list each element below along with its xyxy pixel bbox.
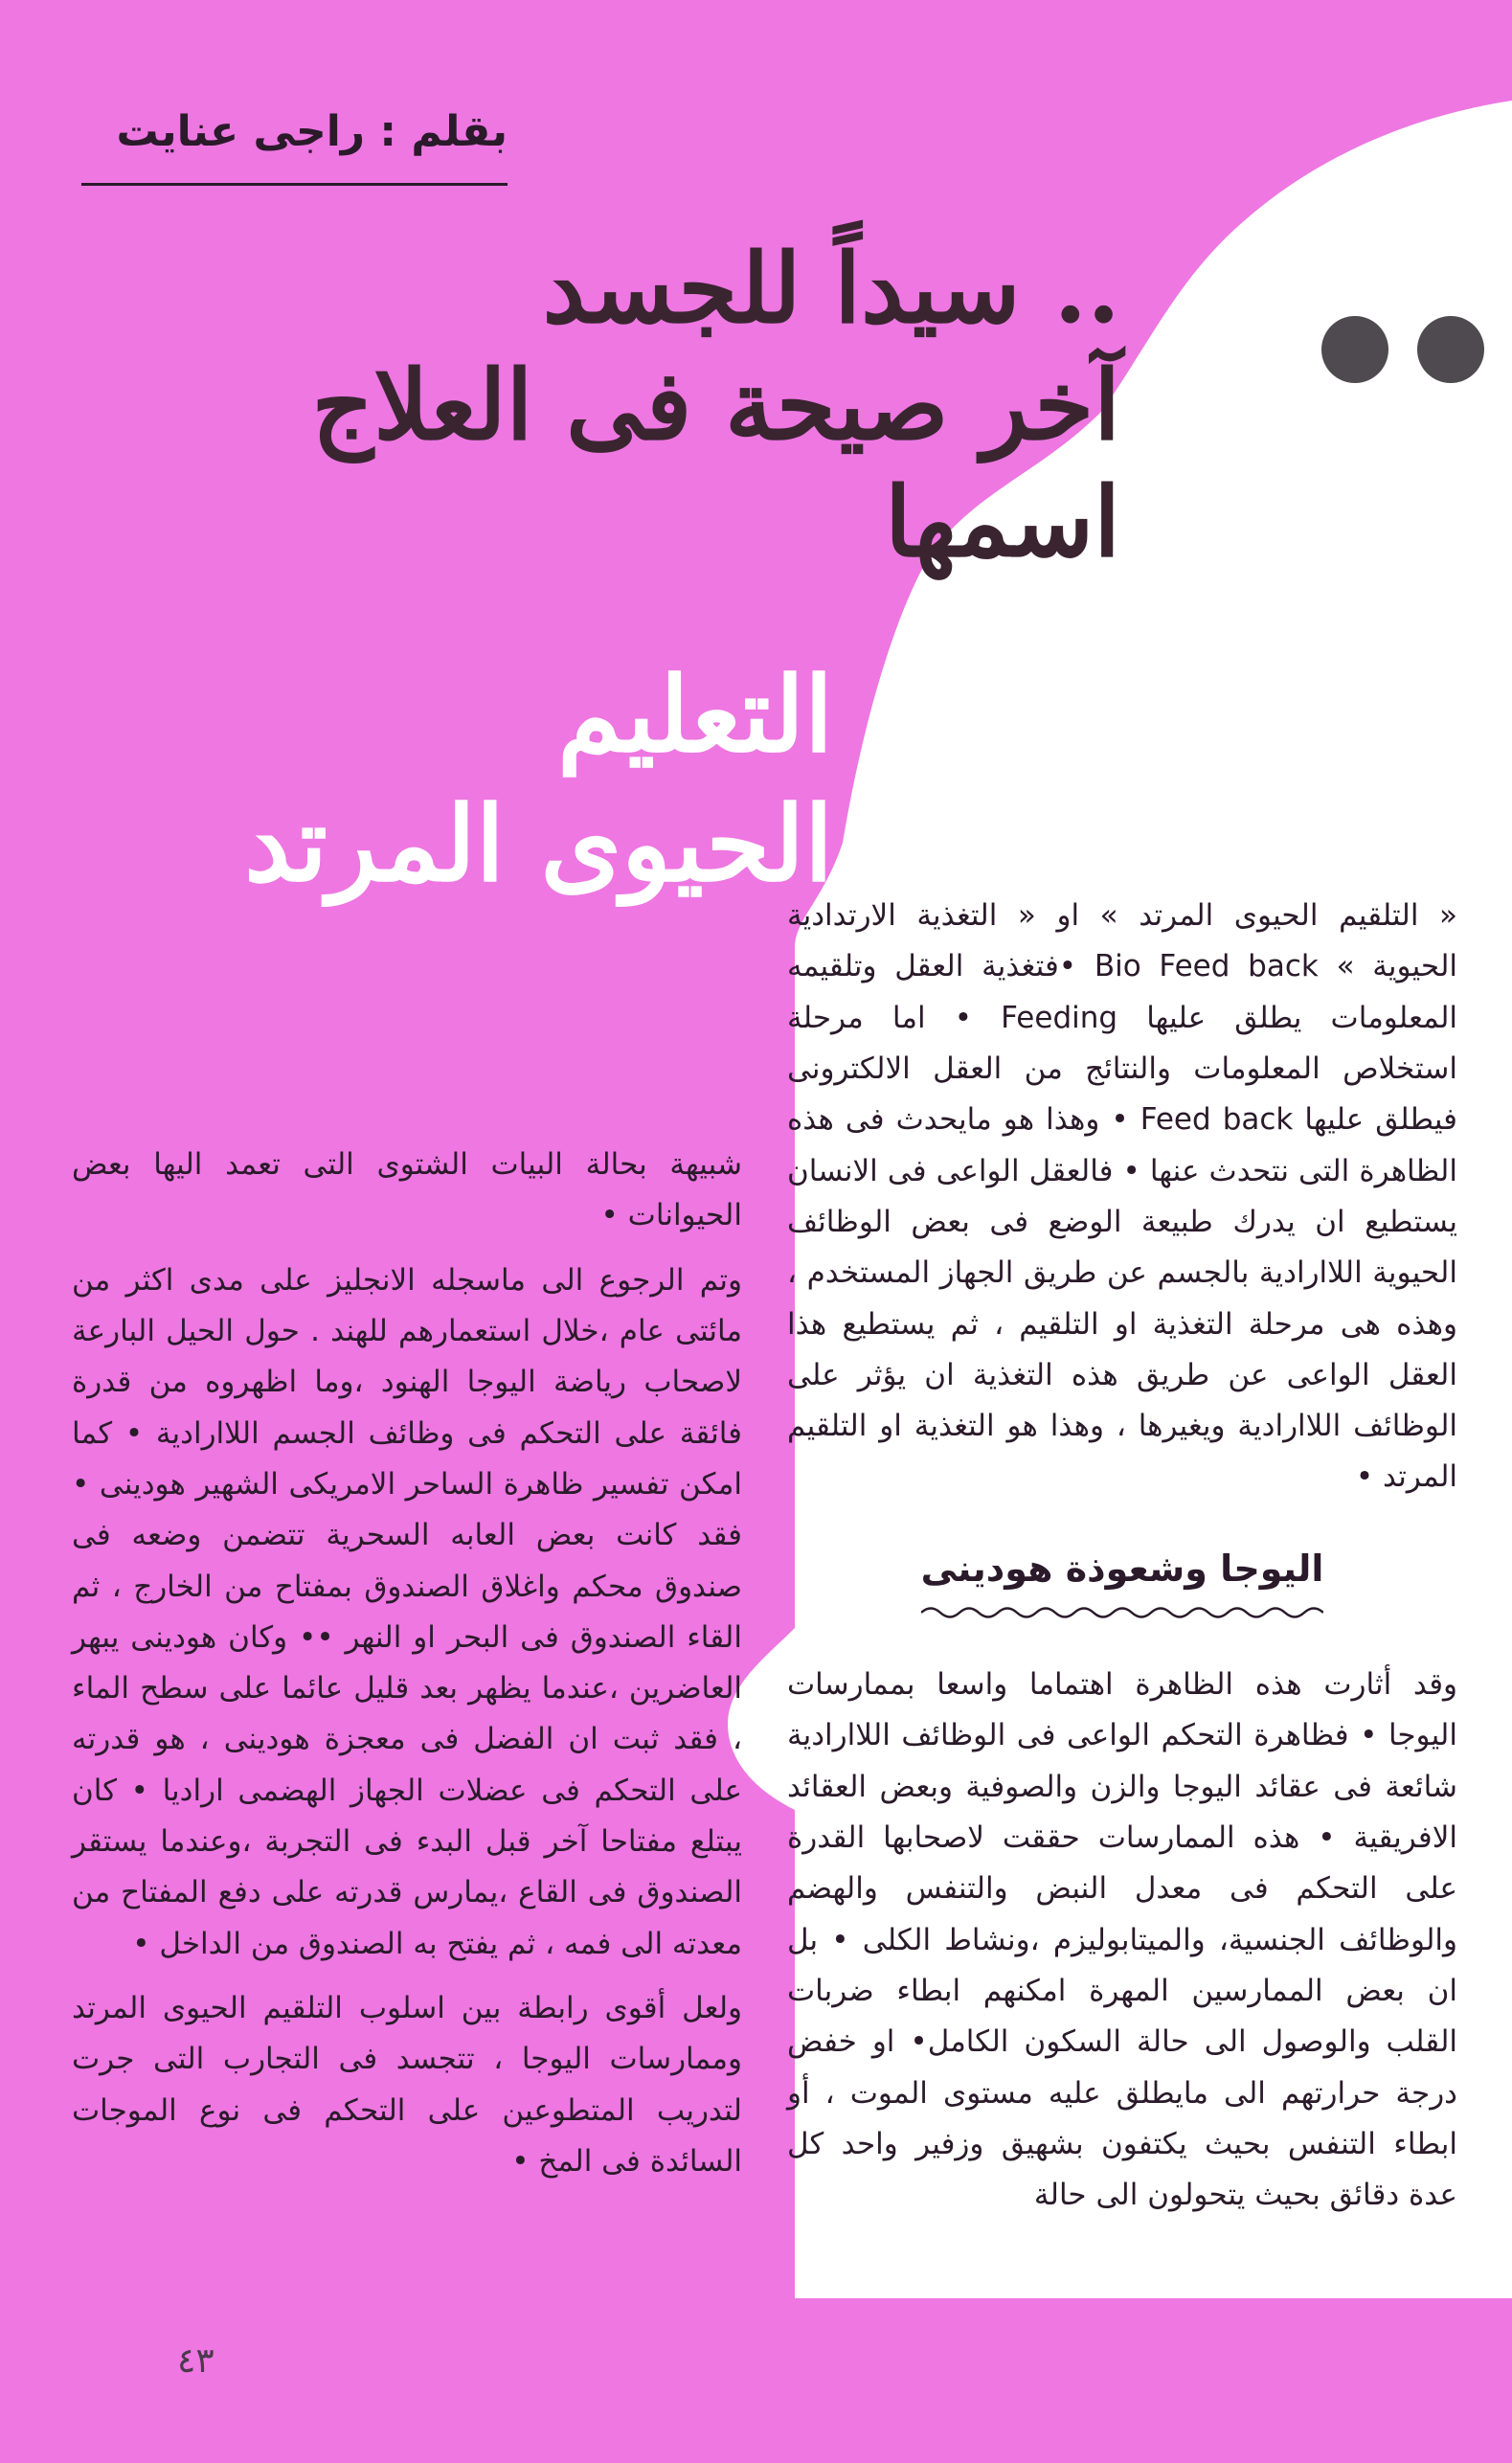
right-column <box>787 891 1457 2235</box>
subtitle <box>163 651 833 910</box>
subtitle-line-2: الحيوى المرتد <box>244 784 833 905</box>
left-column <box>72 1140 742 2201</box>
dot-icon <box>1417 316 1484 383</box>
section-paragraph: وقد أثارت هذه الظاهرة اهتماما واسعا بممارسات اليوجا • فظاهرة التحكم الواعى فى الوظائف اللاارادية شائعة فى عقائد اليوجا والزن والصوفية وبعض العقائد الافريقية • هذه الممارسات حققت لاصحابها القدرة على التحكم فى معدل النبض والتنفس والهضم والوظائف الجنسية، والميتابوليزم ،ونشاط الكلى • بل ان بعض الممارسين المهرة امكنهم ابطاء ضربات القلب والوصول الى حالة السكون الكامل• او خفض درجة حرارتهم الى مايطلق عليه مستوى الموت ، أو ابطاء التنفس بحيث يكتفون بشهيق وزفير واحد كل عدة دقائق بحيث يتحولون الى حالة <box>787 1667 1457 2213</box>
intro-paragraph: « التلقيم الحيوى المرتد » او « التغذية الارتدادية الحيوية » Bio Feed back •فتغذية العقل وتلقيمه المعلومات يطلق عليها Feeding • اما مرحلة استخلاص المعلومات والنتائج من العقل الالكترونى فيطلق عليها Feed back • وهذا هو مايحدث فى هذه الظاهرة التى نتحدث عنها • فالعقل الواعى فى الانسان يستطيع ان يدرك طبيعة الوضع فى بعض الوظائف الحيوية اللاارادية بالجسم عن طريق الجهاز المستخدم ، وهذه هى مرحلة التغذية او التلقيم ، ثم يستطيع هذا العقل الواعى عن طريق هذه التغذية ان يؤثر على الوظائف اللاارادية ويغيرها ، وهذا هو التغذية او التلقيم المرتد • <box>787 898 1458 1495</box>
section-heading <box>787 1538 1457 1621</box>
left-paragraph-1: شبيهة بحالة البيات الشتوى التى تعمد اليها بعض الحيوانات • <box>72 1147 742 1233</box>
dot-icon <box>1321 316 1388 383</box>
wavy-underline-icon <box>921 1604 1323 1621</box>
headline-line-1: سيداً للجسد .. <box>542 232 1120 345</box>
headline <box>201 230 1120 580</box>
headline-line-2: آخر صيحة فى العلاج <box>311 349 1120 462</box>
left-paragraph-2: وتم الرجوع الى ماسجله الانجليز على مدى اكثر من مائتى عام ،خلال استعمارهم للهند . حول الحيل البارعة لاصحاب رياضة اليوجا الهنود ،وما اظهروه من قدرة فائقة على التحكم فى وظائف الجسم اللاارادية • كما امكن تفسير ظاهرة الساحر الامريكى الشهير هودينى • فقد كانت بعض العابه السحرية تتضمن وضعه فى صندوق محكم واغلاق الصندوق بمفتاح من الخارج ، ثم القاء الصندوق فى البحر او النهر •• وكان هودينى يبهر العاضرين ،عندما يظهر بعد قليل عائما على سطح الماء ، فقد ثبت ان الفضل فى معجزة هودينى ، هو قدرته على التحكم فى عضلات الجهاز الهضمى اراديا • كان يبتلع مفتاحا آخر قبل البدء فى التجربة ،وعندما يستقر الصندوق فى القاع ،يمارس قدرته على دفع المفتاح من معدته الى فمه ، ثم يفتح به الصندوق من الداخل • <box>72 1262 742 1961</box>
page-number: ٤٣ <box>177 2341 214 2381</box>
left-paragraph-3: ولعل أقوى رابطة بين اسلوب التلقيم الحيوى المرتد وممارسات اليوجا ، تتجسد فى التجارب التى جرت لتدريب المتطوعين على التحكم فى نوع الموجات السائدة فى المخ • <box>72 1991 742 2179</box>
headline-line-3: اسمها <box>885 465 1120 578</box>
decorative-dots <box>1321 316 1494 393</box>
subtitle-line-1: التعليم <box>557 655 833 776</box>
section-heading-text: اليوجا وشعوذة هودينى <box>920 1547 1324 1590</box>
byline: بقلم : راجى عنايت <box>81 107 508 186</box>
